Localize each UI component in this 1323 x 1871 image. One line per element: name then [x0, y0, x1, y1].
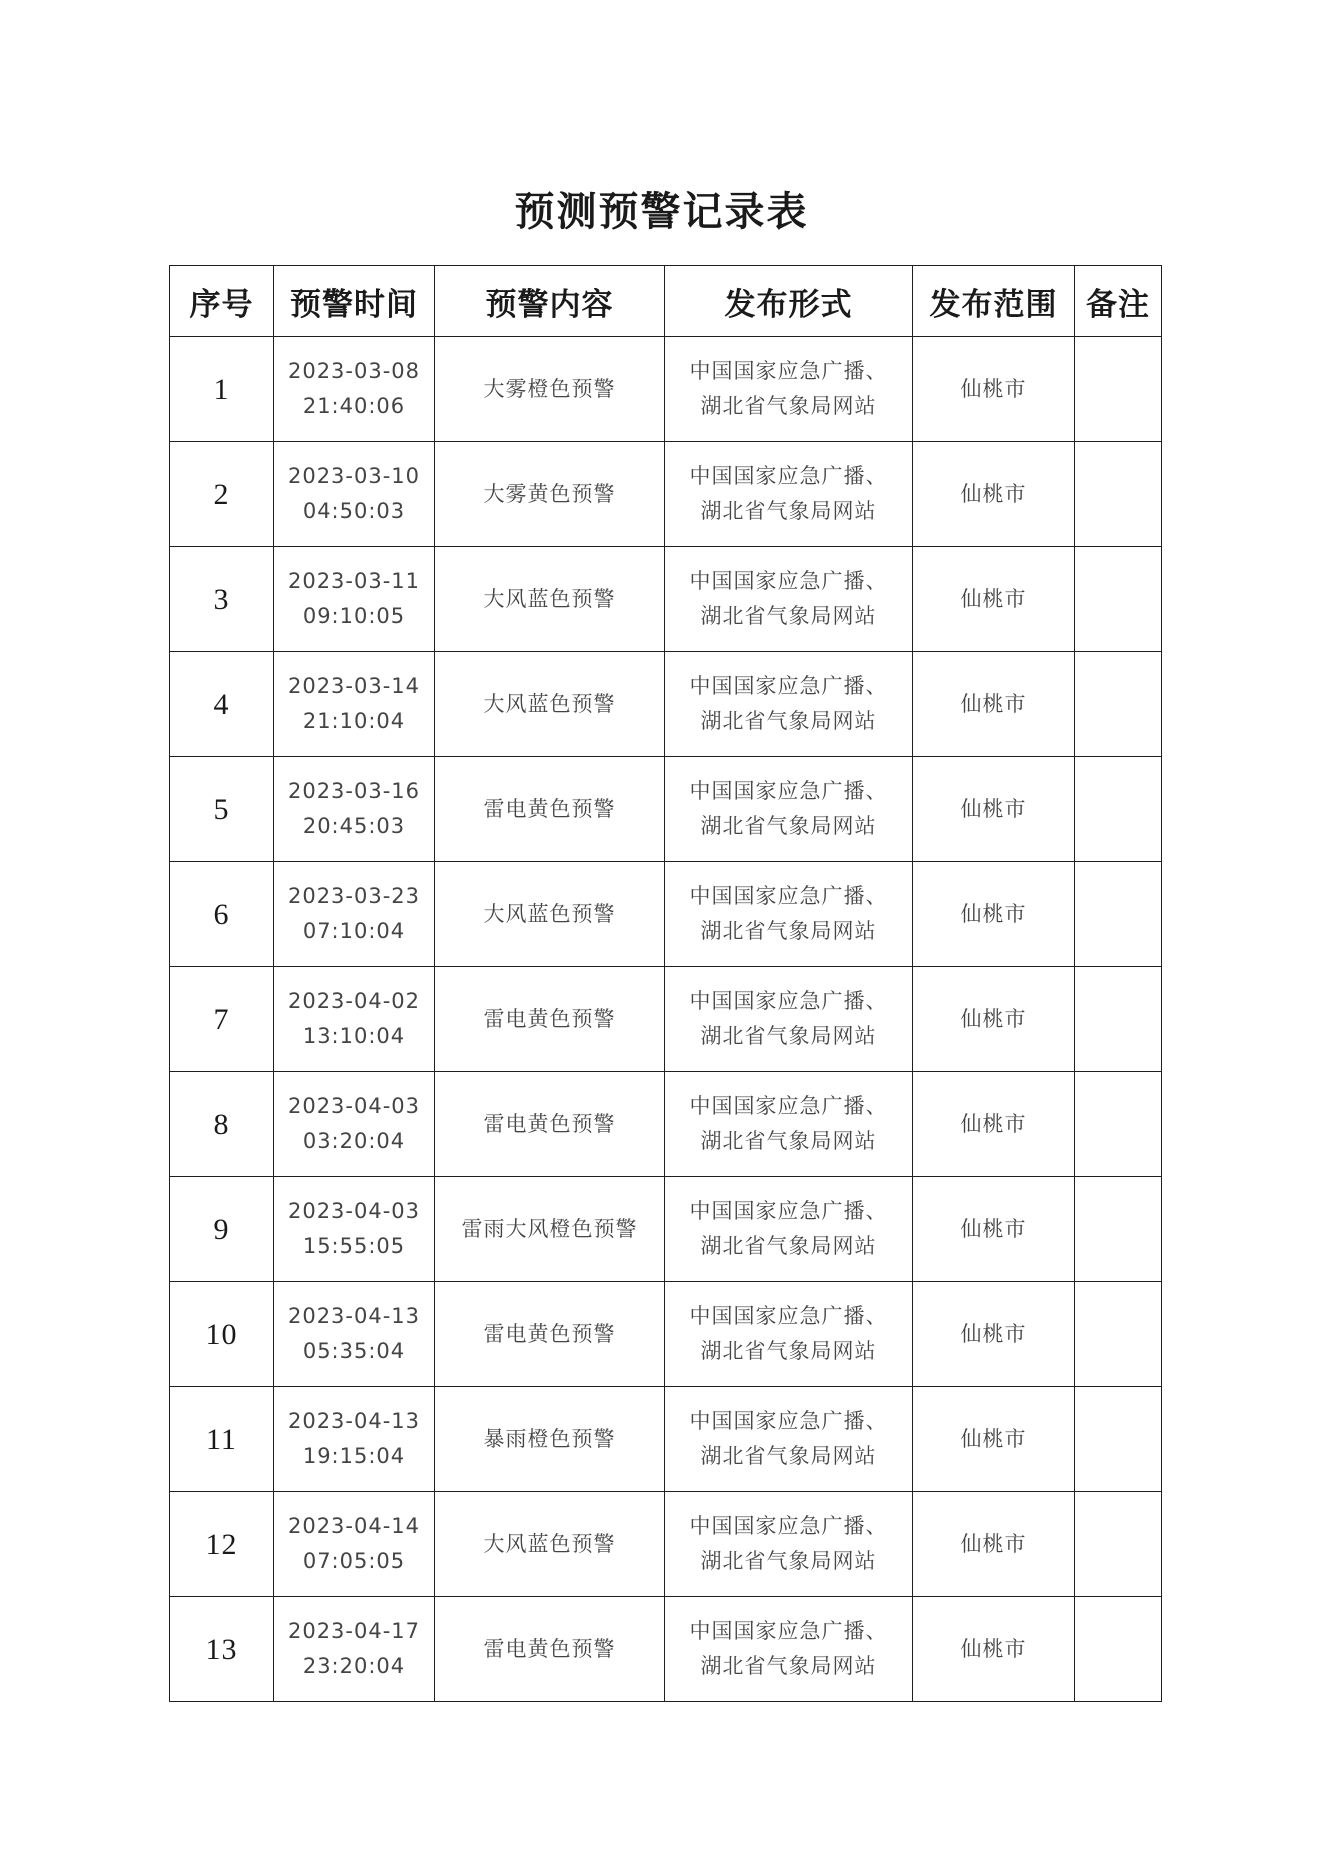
cell-scope: 仙桃市 — [913, 1492, 1075, 1597]
cell-note — [1075, 1597, 1162, 1702]
cell-channel-line-1: 中国国家应急广播、 — [689, 1619, 888, 1643]
cell-scope: 仙桃市 — [913, 757, 1075, 862]
cell-seq: 13 — [170, 1597, 274, 1702]
cell-channel-line-1: 中国国家应急广播、 — [689, 779, 888, 803]
cell-channel — [665, 1177, 913, 1282]
cell-seq: 11 — [170, 1387, 274, 1492]
cell-clock: 05:35:04 — [302, 1339, 406, 1363]
cell-seq: 10 — [170, 1282, 274, 1387]
cell-date: 2023-04-02 — [287, 989, 421, 1013]
cell-clock: 09:10:05 — [302, 604, 406, 628]
cell-channel-line-2: 湖北省气象局网站 — [700, 1339, 877, 1363]
table-row — [170, 1492, 1162, 1597]
cell-channel — [665, 1387, 913, 1492]
cell-content: 雷电黄色预警 — [435, 757, 665, 862]
cell-channel-line-1: 中国国家应急广播、 — [689, 1304, 888, 1328]
cell-note — [1075, 757, 1162, 862]
cell-time — [274, 547, 435, 652]
table-row — [170, 967, 1162, 1072]
cell-note — [1075, 547, 1162, 652]
page-title: 预测预警记录表 — [514, 188, 809, 235]
cell-channel-line-2: 湖北省气象局网站 — [700, 1549, 877, 1573]
cell-channel-line-2: 湖北省气象局网站 — [700, 1444, 877, 1468]
cell-seq: 8 — [170, 1072, 274, 1177]
cell-time — [274, 1492, 435, 1597]
cell-date: 2023-03-23 — [287, 884, 421, 908]
cell-channel-line-2: 湖北省气象局网站 — [700, 604, 877, 628]
cell-date: 2023-03-14 — [287, 674, 421, 698]
cell-date: 2023-03-08 — [287, 359, 421, 383]
cell-channel-line-2: 湖北省气象局网站 — [700, 499, 877, 523]
cell-scope: 仙桃市 — [913, 1387, 1075, 1492]
cell-content: 大风蓝色预警 — [435, 862, 665, 967]
cell-time — [274, 1387, 435, 1492]
cell-clock: 04:50:03 — [302, 499, 406, 523]
cell-clock: 13:10:04 — [302, 1024, 406, 1048]
cell-channel — [665, 337, 913, 442]
cell-scope: 仙桃市 — [913, 652, 1075, 757]
cell-channel-line-1: 中国国家应急广播、 — [689, 1514, 888, 1538]
header-seq: 序号 — [170, 266, 274, 337]
cell-note — [1075, 1072, 1162, 1177]
cell-channel-line-2: 湖北省气象局网站 — [700, 394, 877, 418]
cell-scope: 仙桃市 — [913, 1177, 1075, 1282]
cell-clock: 21:10:04 — [302, 709, 406, 733]
cell-time — [274, 862, 435, 967]
cell-channel-line-1: 中国国家应急广播、 — [689, 989, 888, 1013]
cell-time — [274, 652, 435, 757]
cell-note — [1075, 652, 1162, 757]
cell-note — [1075, 967, 1162, 1072]
cell-clock: 03:20:04 — [302, 1129, 406, 1153]
table-row — [170, 1597, 1162, 1702]
table-row — [170, 547, 1162, 652]
cell-content: 雷电黄色预警 — [435, 967, 665, 1072]
cell-date: 2023-04-17 — [287, 1619, 421, 1643]
cell-channel — [665, 862, 913, 967]
cell-channel-line-1: 中国国家应急广播、 — [689, 884, 888, 908]
table-row — [170, 1387, 1162, 1492]
cell-clock: 19:15:04 — [302, 1444, 406, 1468]
cell-channel — [665, 967, 913, 1072]
cell-content: 雷电黄色预警 — [435, 1597, 665, 1702]
cell-clock: 07:05:05 — [302, 1549, 406, 1573]
table-header-row — [170, 266, 1162, 337]
cell-date: 2023-03-16 — [287, 779, 421, 803]
cell-channel-line-2: 湖北省气象局网站 — [700, 1024, 877, 1048]
cell-note — [1075, 862, 1162, 967]
cell-scope: 仙桃市 — [913, 967, 1075, 1072]
header-content: 预警内容 — [435, 266, 665, 337]
cell-channel — [665, 1072, 913, 1177]
cell-date: 2023-04-13 — [287, 1409, 421, 1433]
cell-seq: 9 — [170, 1177, 274, 1282]
cell-content: 雷电黄色预警 — [435, 1072, 665, 1177]
table-row — [170, 1072, 1162, 1177]
header-note: 备注 — [1075, 266, 1162, 337]
table-row — [170, 652, 1162, 757]
cell-scope: 仙桃市 — [913, 547, 1075, 652]
cell-channel-line-1: 中国国家应急广播、 — [689, 359, 888, 383]
cell-clock: 23:20:04 — [302, 1654, 406, 1678]
cell-time — [274, 1177, 435, 1282]
cell-date: 2023-04-14 — [287, 1514, 421, 1538]
header-time: 预警时间 — [274, 266, 435, 337]
header-scope: 发布范围 — [913, 266, 1075, 337]
cell-clock: 21:40:06 — [302, 394, 406, 418]
cell-content: 大风蓝色预警 — [435, 1492, 665, 1597]
header-channel: 发布形式 — [665, 266, 913, 337]
table-row — [170, 337, 1162, 442]
cell-channel — [665, 1492, 913, 1597]
cell-channel — [665, 652, 913, 757]
cell-scope: 仙桃市 — [913, 442, 1075, 547]
cell-scope: 仙桃市 — [913, 1282, 1075, 1387]
cell-channel-line-2: 湖北省气象局网站 — [700, 919, 877, 943]
cell-content: 大雾黄色预警 — [435, 442, 665, 547]
cell-time — [274, 967, 435, 1072]
table-row — [170, 757, 1162, 862]
cell-date: 2023-03-11 — [287, 569, 421, 593]
cell-channel-line-1: 中国国家应急广播、 — [689, 464, 888, 488]
table-row — [170, 1177, 1162, 1282]
cell-note — [1075, 1387, 1162, 1492]
table-row — [170, 1282, 1162, 1387]
cell-seq: 5 — [170, 757, 274, 862]
cell-time — [274, 442, 435, 547]
cell-date: 2023-04-03 — [287, 1094, 421, 1118]
cell-scope: 仙桃市 — [913, 1597, 1075, 1702]
cell-channel-line-1: 中国国家应急广播、 — [689, 1199, 888, 1223]
cell-channel-line-2: 湖北省气象局网站 — [700, 1129, 877, 1153]
table-row — [170, 862, 1162, 967]
cell-time — [274, 1597, 435, 1702]
cell-date: 2023-04-03 — [287, 1199, 421, 1223]
cell-time — [274, 757, 435, 862]
cell-content: 大雾橙色预警 — [435, 337, 665, 442]
cell-channel — [665, 757, 913, 862]
cell-content: 暴雨橙色预警 — [435, 1387, 665, 1492]
cell-content: 大风蓝色预警 — [435, 547, 665, 652]
cell-seq: 4 — [170, 652, 274, 757]
cell-channel-line-2: 湖北省气象局网站 — [700, 1234, 877, 1258]
cell-note — [1075, 442, 1162, 547]
cell-note — [1075, 1177, 1162, 1282]
cell-clock: 20:45:03 — [302, 814, 406, 838]
cell-seq: 1 — [170, 337, 274, 442]
cell-channel — [665, 1597, 913, 1702]
table-row — [170, 442, 1162, 547]
cell-seq: 7 — [170, 967, 274, 1072]
cell-content: 雷雨大风橙色预警 — [435, 1177, 665, 1282]
cell-note — [1075, 1282, 1162, 1387]
cell-channel-line-2: 湖北省气象局网站 — [700, 709, 877, 733]
cell-time — [274, 337, 435, 442]
cell-channel — [665, 442, 913, 547]
cell-channel-line-1: 中国国家应急广播、 — [689, 569, 888, 593]
cell-date: 2023-03-10 — [287, 464, 421, 488]
cell-scope: 仙桃市 — [913, 1072, 1075, 1177]
cell-scope: 仙桃市 — [913, 337, 1075, 442]
cell-channel-line-1: 中国国家应急广播、 — [689, 1409, 888, 1433]
cell-note — [1075, 337, 1162, 442]
cell-channel — [665, 547, 913, 652]
cell-channel-line-2: 湖北省气象局网站 — [700, 814, 877, 838]
cell-channel-line-1: 中国国家应急广播、 — [689, 1094, 888, 1118]
cell-channel-line-2: 湖北省气象局网站 — [700, 1654, 877, 1678]
cell-seq: 12 — [170, 1492, 274, 1597]
cell-clock: 15:55:05 — [302, 1234, 406, 1258]
cell-seq: 6 — [170, 862, 274, 967]
cell-content: 大风蓝色预警 — [435, 652, 665, 757]
cell-seq: 3 — [170, 547, 274, 652]
cell-channel — [665, 1282, 913, 1387]
warning-record-table — [169, 265, 1162, 1702]
cell-time — [274, 1072, 435, 1177]
cell-channel-line-1: 中国国家应急广播、 — [689, 674, 888, 698]
cell-time — [274, 1282, 435, 1387]
cell-clock: 07:10:04 — [302, 919, 406, 943]
cell-seq: 2 — [170, 442, 274, 547]
cell-note — [1075, 1492, 1162, 1597]
cell-date: 2023-04-13 — [287, 1304, 421, 1328]
cell-content: 雷电黄色预警 — [435, 1282, 665, 1387]
cell-scope: 仙桃市 — [913, 862, 1075, 967]
